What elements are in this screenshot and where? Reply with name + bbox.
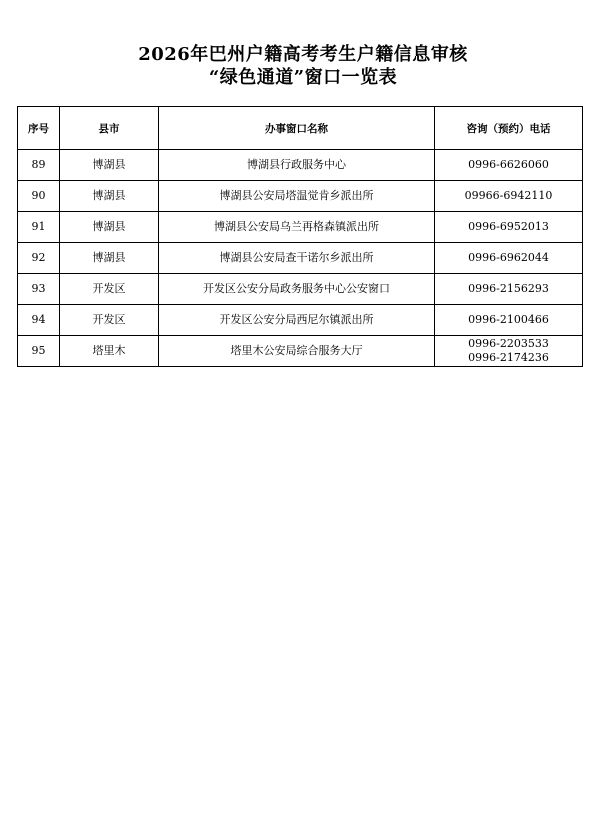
header-office: 办事窗口名称 xyxy=(159,107,435,150)
cell-phone xyxy=(435,243,583,274)
phone-number: 09966-6942110 xyxy=(464,189,553,202)
header-no: 序号 xyxy=(18,107,60,150)
cell-office: 博湖县行政服务中心 xyxy=(159,150,435,181)
phone-number: 0996-6962044 xyxy=(468,251,549,264)
cell-phone xyxy=(435,305,583,336)
table-row xyxy=(18,243,583,274)
cell-phone xyxy=(435,274,583,305)
header-phone: 咨询（预约）电话 xyxy=(435,107,583,150)
cell-county: 博湖县 xyxy=(60,150,159,181)
cell-no: 91 xyxy=(18,212,60,243)
phone-number: 0996-2100466 xyxy=(468,313,549,326)
cell-office: 博湖县公安局查干诺尔乡派出所 xyxy=(159,243,435,274)
table-row xyxy=(18,336,583,367)
table-row xyxy=(18,181,583,212)
cell-phone xyxy=(435,336,583,367)
page-title-line-1: 2026年巴州户籍高考考生户籍信息审核 xyxy=(138,44,468,65)
phone-number: 0996-6952013 xyxy=(468,220,549,233)
cell-no: 93 xyxy=(18,274,60,305)
window-list-table xyxy=(17,106,583,367)
cell-no: 94 xyxy=(18,305,60,336)
phone-number: 0996-2203533 xyxy=(468,337,549,350)
table-row xyxy=(18,212,583,243)
cell-county: 博湖县 xyxy=(60,212,159,243)
table-row xyxy=(18,150,583,181)
cell-no: 92 xyxy=(18,243,60,274)
phone-number: 0996-2174236 xyxy=(468,351,549,364)
page-title-line-2: “绿色通道”窗口一览表 xyxy=(208,67,398,88)
cell-county: 开发区 xyxy=(60,305,159,336)
cell-county: 塔里木 xyxy=(60,336,159,367)
table-header-row xyxy=(18,107,583,150)
cell-no: 95 xyxy=(18,336,60,367)
cell-no: 89 xyxy=(18,150,60,181)
phone-number: 0996-2156293 xyxy=(468,282,549,295)
cell-office: 开发区公安分局西尼尔镇派出所 xyxy=(159,305,435,336)
cell-phone xyxy=(435,212,583,243)
cell-phone xyxy=(435,150,583,181)
cell-office: 博湖县公安局乌兰再格森镇派出所 xyxy=(159,212,435,243)
cell-phone xyxy=(435,181,583,212)
cell-office: 开发区公安分局政务服务中心公安窗口 xyxy=(159,274,435,305)
cell-no: 90 xyxy=(18,181,60,212)
table-row xyxy=(18,274,583,305)
phone-number: 0996-6626060 xyxy=(468,158,549,171)
cell-county: 博湖县 xyxy=(60,181,159,212)
cell-office: 塔里木公安局综合服务大厅 xyxy=(159,336,435,367)
table-row xyxy=(18,305,583,336)
cell-county: 博湖县 xyxy=(60,243,159,274)
cell-office: 博湖县公安局塔温觉肯乡派出所 xyxy=(159,181,435,212)
header-county: 县市 xyxy=(60,107,159,150)
cell-county: 开发区 xyxy=(60,274,159,305)
